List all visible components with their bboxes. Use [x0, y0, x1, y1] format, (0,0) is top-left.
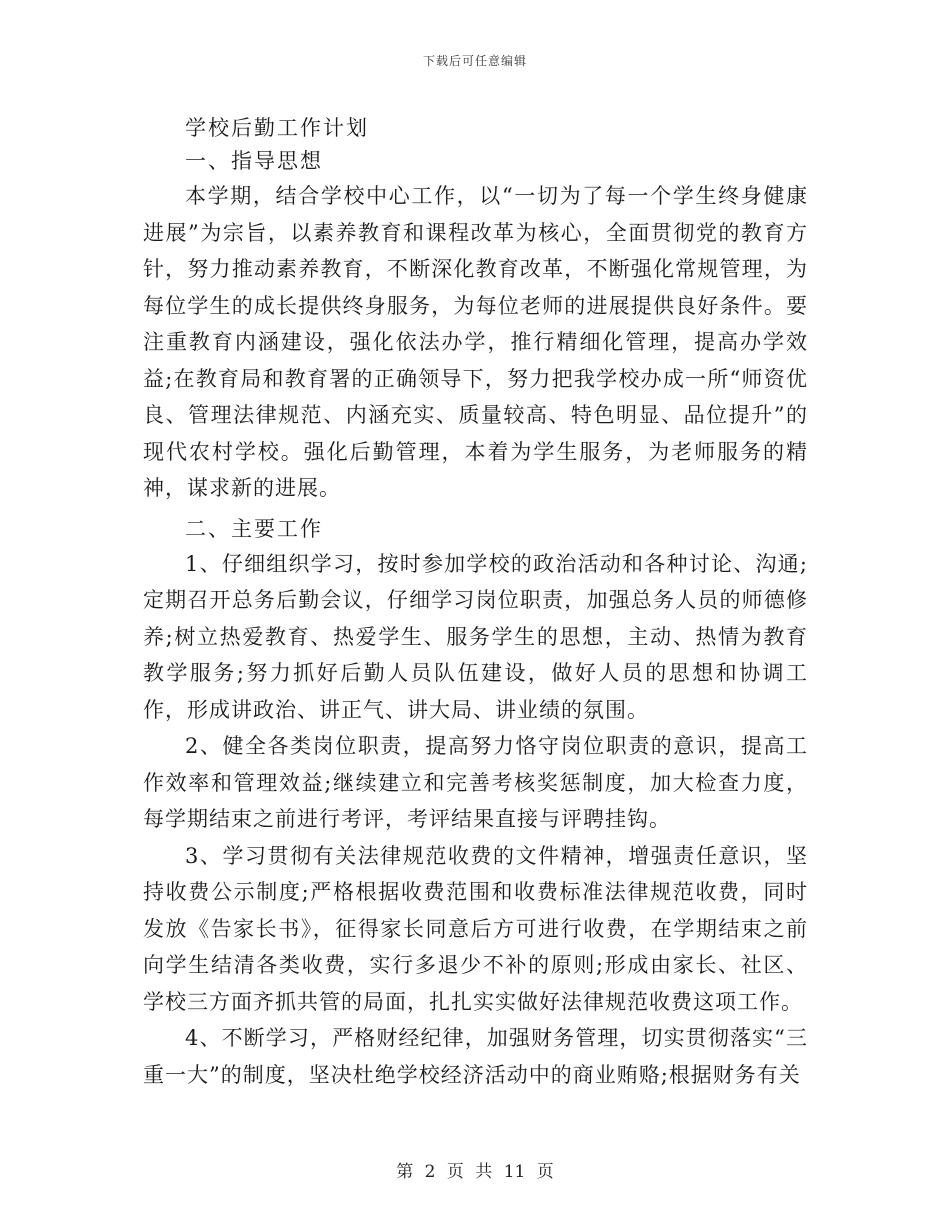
paragraph-item-4: 4、不断学习，严格财经纪律，加强财务管理，切实贯彻落实“三重一大”的制度，坚决杜绝学校经济活动中的商业贿赂;根据财务有关	[143, 1026, 808, 1087]
page-footer: 第 2 页 共 11 页	[396, 1162, 554, 1182]
paragraph-guiding-ideology: 本学期，结合学校中心工作，以“一切为了每一个学生终身健康进展”为宗旨，以素养教育和课程改革为核心，全面贯彻党的教育方针，努力推动素养教育，不断深化教育改革，不断强化常规管理，为每位学生的成长提供终身服务，为每位老师的进展提供良好条件。要注重教育内涵建设，强化依法办学，推行精细化管理，提高办学效益;在教育局和教育署的正确领导下，努力把我学校办成一所“师资优良、管理法律规范、内涵充实、质量较高、特色明显、品位提升”的现代农村学校。强化后勤管理，本着为学生服务，为老师服务的精神，谋求新的进展。	[143, 184, 808, 500]
document-body	[143, 112, 808, 1093]
paragraph-item-2: 2、健全各类岗位职责，提高努力恪守岗位职责的意识，提高工作效率和管理效益;继续建立和完善考核奖惩制度，加大检查力度，每学期结束之前进行考评，考评结果直接与评聘挂钩。	[143, 734, 808, 831]
header-note: 下载后可任意编辑	[422, 54, 527, 68]
section-heading-guiding-ideology: 一、指导思想	[185, 149, 323, 173]
document-title: 学校后勤工作计划	[185, 116, 369, 140]
paragraph-item-3: 3、学习贯彻有关法律规范收费的文件精神，增强责任意识，坚持收费公示制度;严格根据收费范围和收费标准法律规范收费，同时发放《告家长书》，征得家长同意后方可进行收费，在学期结束之前向学生结清各类收费，实行多退少不补的原则;形成由家长、社区、学校三方面齐抓共管的局面，扎扎实实做好法律规范收费这项工作。	[143, 843, 808, 1014]
section-heading-main-work: 二、主要工作	[185, 516, 323, 541]
paragraph-item-1: 1、仔细组织学习，按时参加学校的政治活动和各种讨论、沟通;定期召开总务后勤会议，仔细学习岗位职责，加强总务人员的师德修养;树立热爱教育、热爱学生、服务学生的思想，主动、热情为教育教学服务;努力抓好后勤人员队伍建设，做好人员的思想和协调工作，形成讲政治、讲正气、讲大局、讲业绩的氛围。	[143, 551, 808, 722]
